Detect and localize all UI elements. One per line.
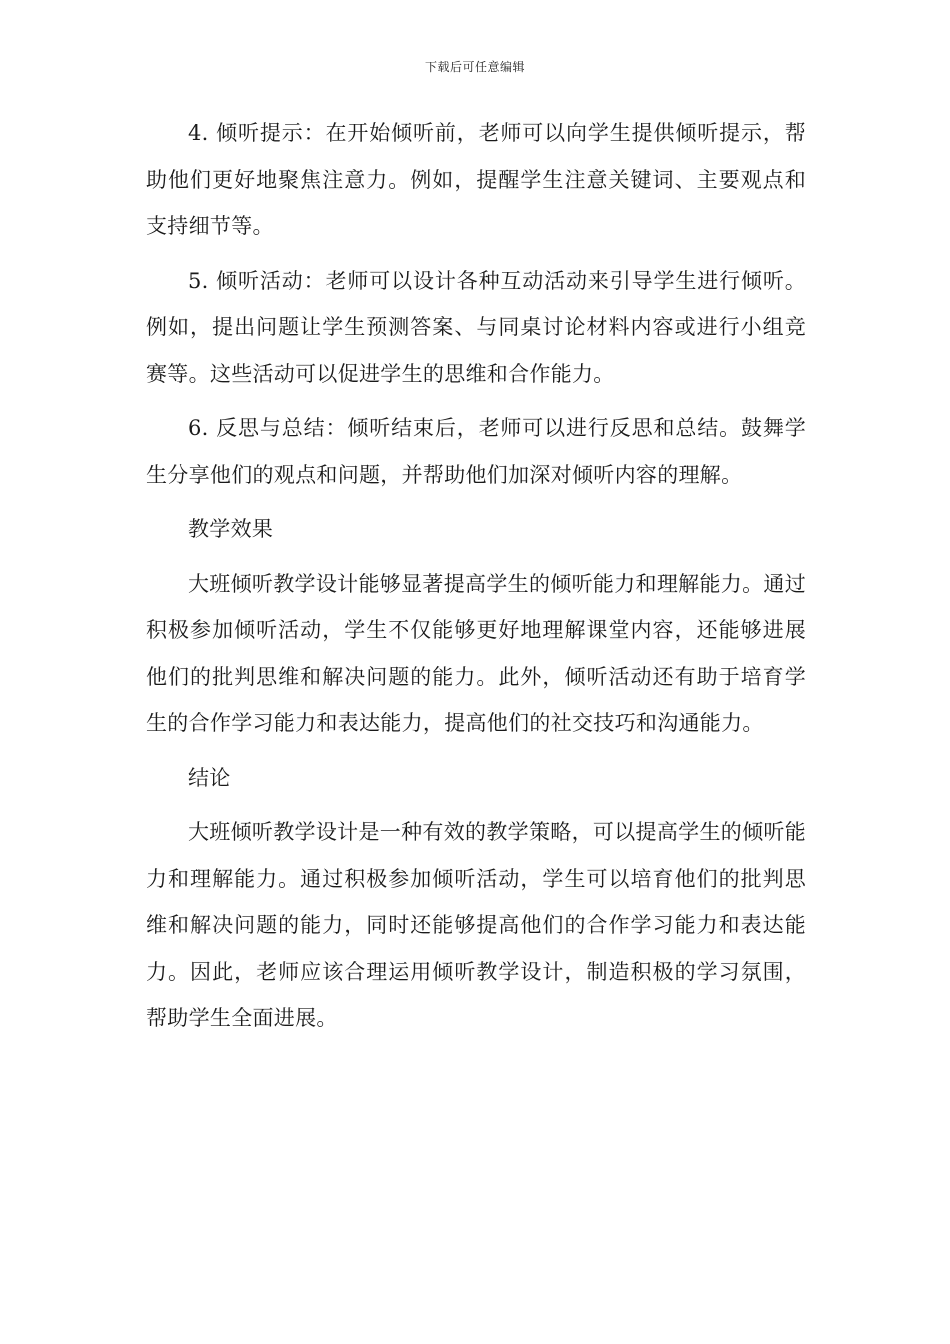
paragraph-teaching-effect: 大班倾听教学设计能够显著提高学生的倾听能力和理解能力。通过积极参加倾听活动，学生不仅能够更好地理解课堂内容，还能够进展他们的批判思维和解决问题的能力。此外，倾听活动还有助于培育学生的合作学习能力和表达能力，提高他们的社交技巧和沟通能力。 [146,571,806,735]
heading-conclusion: 结论 [188,765,231,790]
header-note: 下载后可任意编辑 [424,60,525,74]
paragraph-listening-tips: 4. 倾听提示：在开始倾听前，老师可以向学生提供倾听提示，帮助他们更好地聚焦注意力。例如，提醒学生注意关键词、主要观点和支持细节等。 [146,121,806,238]
document-body [146,110,806,1050]
paragraph-conclusion: 大班倾听教学设计是一种有效的教学策略，可以提高学生的倾听能力和理解能力。通过积极参加倾听活动，学生可以培育他们的批判思维和解决问题的能力，同时还能够提高他们的合作学习能力和表达能力。因此，老师应该合理运用倾听教学设计，制造积极的学习氛围，帮助学生全面进展。 [146,820,806,1030]
paragraph-listening-activities: 5. 倾听活动：老师可以设计各种互动活动来引导学生进行倾听。例如，提出问题让学生预测答案、与同桌讨论材料内容或进行小组竞赛等。这些活动可以促进学生的思维和合作能力。 [146,268,806,386]
heading-teaching-effect: 教学效果 [188,517,274,541]
paragraph-reflection-summary: 6. 反思与总结：倾听结束后，老师可以进行反思和总结。鼓舞学生分享他们的观点和问题，并帮助他们加深对倾听内容的理解。 [146,416,806,487]
